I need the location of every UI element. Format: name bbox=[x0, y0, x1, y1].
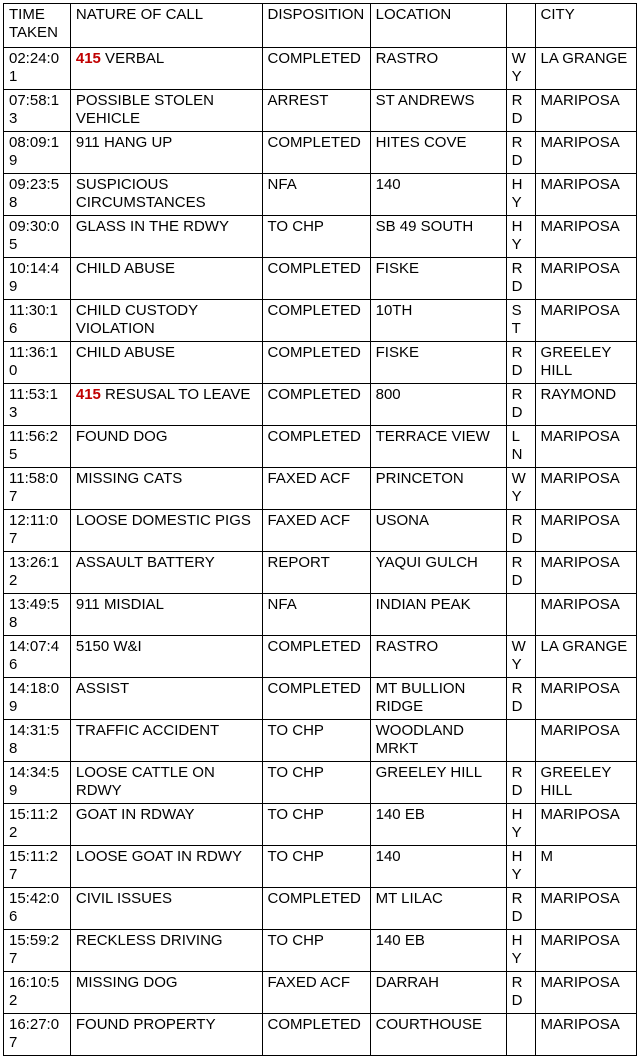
nature-text: VERBAL bbox=[100, 50, 165, 67]
table-row bbox=[4, 636, 637, 678]
table-row bbox=[4, 258, 637, 300]
nature-of-call-cell bbox=[70, 426, 262, 468]
street-suffix-cell: HY bbox=[506, 216, 535, 258]
city-cell: MARIPOSA bbox=[535, 888, 636, 930]
time-taken-cell: 16:10:52 bbox=[4, 972, 71, 1014]
nature-text: ASSAULT BATTERY bbox=[75, 554, 215, 571]
city-cell: MARIPOSA bbox=[535, 174, 636, 216]
street-suffix-cell: RD bbox=[506, 384, 535, 426]
location-cell: TERRACE VIEW bbox=[370, 426, 506, 468]
city-cell: MARIPOSA bbox=[535, 678, 636, 720]
nature-text: LOOSE DOMESTIC PIGS bbox=[75, 512, 251, 529]
time-taken-cell: 07:58:13 bbox=[4, 90, 71, 132]
table-row bbox=[4, 804, 637, 846]
street-suffix-cell: ST bbox=[506, 300, 535, 342]
nature-of-call-cell bbox=[70, 174, 262, 216]
street-suffix-cell: HY bbox=[506, 174, 535, 216]
disposition-cell: COMPLETED bbox=[262, 384, 370, 426]
nature-of-call-cell bbox=[70, 342, 262, 384]
street-suffix-cell: HY bbox=[506, 930, 535, 972]
nature-of-call-cell bbox=[70, 888, 262, 930]
street-suffix-cell: LN bbox=[506, 426, 535, 468]
nature-text: FOUND DOG bbox=[75, 428, 168, 445]
time-taken-cell: 14:31:58 bbox=[4, 720, 71, 762]
table-row bbox=[4, 762, 637, 804]
call-log-body bbox=[4, 48, 637, 1056]
header-row bbox=[4, 4, 637, 48]
nature-text: 5150 W&I bbox=[75, 638, 142, 655]
disposition-cell: TO CHP bbox=[262, 216, 370, 258]
disposition-cell: COMPLETED bbox=[262, 342, 370, 384]
nature-of-call-cell bbox=[70, 48, 262, 90]
nature-text: CHILD ABUSE bbox=[75, 260, 176, 277]
street-suffix-cell: RD bbox=[506, 510, 535, 552]
street-suffix-cell: RD bbox=[506, 762, 535, 804]
nature-of-call-cell bbox=[70, 594, 262, 636]
street-suffix-cell bbox=[506, 1014, 535, 1056]
nature-text: GOAT IN RDWAY bbox=[75, 806, 195, 823]
time-taken-cell: 14:07:46 bbox=[4, 636, 71, 678]
disposition-cell: COMPLETED bbox=[262, 678, 370, 720]
time-taken-cell: 11:36:10 bbox=[4, 342, 71, 384]
disposition-cell: NFA bbox=[262, 594, 370, 636]
street-suffix-cell: RD bbox=[506, 258, 535, 300]
location-cell: DARRAH bbox=[370, 972, 506, 1014]
time-taken-cell: 16:27:07 bbox=[4, 1014, 71, 1056]
city-cell: MARIPOSA bbox=[535, 510, 636, 552]
disposition-cell: COMPLETED bbox=[262, 300, 370, 342]
disposition-cell: COMPLETED bbox=[262, 888, 370, 930]
street-suffix-cell: RD bbox=[506, 342, 535, 384]
disposition-cell: COMPLETED bbox=[262, 132, 370, 174]
location-cell: RASTRO bbox=[370, 636, 506, 678]
city-cell: MARIPOSA bbox=[535, 930, 636, 972]
disposition-cell: COMPLETED bbox=[262, 48, 370, 90]
time-taken-cell: 10:14:49 bbox=[4, 258, 71, 300]
nature-of-call-cell bbox=[70, 762, 262, 804]
time-taken-cell: 13:26:12 bbox=[4, 552, 71, 594]
table-row bbox=[4, 90, 637, 132]
location-cell: USONA bbox=[370, 510, 506, 552]
location-cell: SB 49 SOUTH bbox=[370, 216, 506, 258]
city-cell: M bbox=[535, 846, 636, 888]
city-cell: MARIPOSA bbox=[535, 972, 636, 1014]
header-disposition: DISPOSITION bbox=[262, 4, 370, 48]
city-cell: LA GRANGE bbox=[535, 48, 636, 90]
nature-of-call-cell bbox=[70, 972, 262, 1014]
disposition-cell: TO CHP bbox=[262, 720, 370, 762]
disposition-cell: COMPLETED bbox=[262, 426, 370, 468]
location-cell: YAQUI GULCH bbox=[370, 552, 506, 594]
table-row bbox=[4, 510, 637, 552]
location-cell: MT BULLION RIDGE bbox=[370, 678, 506, 720]
disposition-cell: TO CHP bbox=[262, 762, 370, 804]
location-cell: WOODLAND MRKT bbox=[370, 720, 506, 762]
street-suffix-cell: RD bbox=[506, 678, 535, 720]
street-suffix-cell: WY bbox=[506, 468, 535, 510]
street-suffix-cell: RD bbox=[506, 552, 535, 594]
nature-text: 911 HANG UP bbox=[75, 134, 173, 151]
header-location: LOCATION bbox=[370, 4, 506, 48]
street-suffix-cell: HY bbox=[506, 846, 535, 888]
time-taken-cell: 09:30:05 bbox=[4, 216, 71, 258]
street-suffix-cell: WY bbox=[506, 48, 535, 90]
city-cell: MARIPOSA bbox=[535, 132, 636, 174]
nature-of-call-cell bbox=[70, 804, 262, 846]
city-cell: GREELEY HILL bbox=[535, 342, 636, 384]
call-log-table bbox=[3, 3, 637, 1056]
city-cell: MARIPOSA bbox=[535, 720, 636, 762]
nature-text: ASSIST bbox=[75, 680, 130, 697]
location-cell: HITES COVE bbox=[370, 132, 506, 174]
disposition-cell: COMPLETED bbox=[262, 258, 370, 300]
location-cell: FISKE bbox=[370, 342, 506, 384]
time-taken-cell: 15:11:22 bbox=[4, 804, 71, 846]
table-row bbox=[4, 594, 637, 636]
location-cell: 800 bbox=[370, 384, 506, 426]
location-cell: ST ANDREWS bbox=[370, 90, 506, 132]
table-row bbox=[4, 972, 637, 1014]
disposition-cell: FAXED ACF bbox=[262, 468, 370, 510]
nature-text: TRAFFIC ACCIDENT bbox=[75, 722, 220, 739]
location-cell: FISKE bbox=[370, 258, 506, 300]
street-suffix-cell: RD bbox=[506, 888, 535, 930]
time-taken-cell: 14:34:59 bbox=[4, 762, 71, 804]
location-cell: 140 EB bbox=[370, 804, 506, 846]
location-cell: 10TH bbox=[370, 300, 506, 342]
city-cell: MARIPOSA bbox=[535, 468, 636, 510]
table-row bbox=[4, 720, 637, 762]
nature-text: RECKLESS DRIVING bbox=[75, 932, 223, 949]
nature-text: FOUND PROPERTY bbox=[75, 1016, 216, 1033]
location-cell: GREELEY HILL bbox=[370, 762, 506, 804]
table-row bbox=[4, 678, 637, 720]
street-suffix-cell: RD bbox=[506, 90, 535, 132]
nature-of-call-cell bbox=[70, 300, 262, 342]
disposition-cell: TO CHP bbox=[262, 930, 370, 972]
table-row bbox=[4, 300, 637, 342]
nature-text: POSSIBLE STOLEN VEHICLE bbox=[75, 92, 219, 127]
nature-text: MISSING CATS bbox=[75, 470, 183, 487]
table-row bbox=[4, 132, 637, 174]
nature-of-call-cell bbox=[70, 930, 262, 972]
table-row bbox=[4, 48, 637, 90]
nature-of-call-cell bbox=[70, 510, 262, 552]
time-taken-cell: 13:49:58 bbox=[4, 594, 71, 636]
time-taken-cell: 11:53:13 bbox=[4, 384, 71, 426]
disposition-cell: COMPLETED bbox=[262, 1014, 370, 1056]
time-taken-cell: 11:58:07 bbox=[4, 468, 71, 510]
location-cell: 140 bbox=[370, 174, 506, 216]
header-street-suffix bbox=[506, 4, 535, 48]
street-suffix-cell: RD bbox=[506, 972, 535, 1014]
city-cell: GREELEY HILL bbox=[535, 762, 636, 804]
nature-of-call-cell bbox=[70, 216, 262, 258]
table-row bbox=[4, 216, 637, 258]
time-taken-cell: 02:24:01 bbox=[4, 48, 71, 90]
location-cell: RASTRO bbox=[370, 48, 506, 90]
nature-text: LOOSE GOAT IN RDWY bbox=[75, 848, 242, 865]
nature-text: CHILD CUSTODY VIOLATION bbox=[75, 302, 203, 337]
table-row bbox=[4, 468, 637, 510]
nature-of-call-cell bbox=[70, 678, 262, 720]
nature-text: CIVIL ISSUES bbox=[75, 890, 173, 907]
time-taken-cell: 15:11:27 bbox=[4, 846, 71, 888]
location-cell: PRINCETON bbox=[370, 468, 506, 510]
location-cell: 140 EB bbox=[370, 930, 506, 972]
nature-text: SUSPICIOUS CIRCUMSTANCES bbox=[75, 176, 206, 211]
nature-of-call-cell bbox=[70, 636, 262, 678]
nature-text: LOOSE CATTLE ON RDWY bbox=[75, 764, 219, 799]
nature-of-call-cell bbox=[70, 552, 262, 594]
disposition-cell: COMPLETED bbox=[262, 636, 370, 678]
table-row bbox=[4, 384, 637, 426]
penal-code: 415 bbox=[75, 386, 101, 403]
header-nature-of-call: NATURE OF CALL bbox=[70, 4, 262, 48]
location-cell: COURTHOUSE bbox=[370, 1014, 506, 1056]
location-cell: MT LILAC bbox=[370, 888, 506, 930]
street-suffix-cell: WY bbox=[506, 636, 535, 678]
disposition-cell: NFA bbox=[262, 174, 370, 216]
time-taken-cell: 11:56:25 bbox=[4, 426, 71, 468]
disposition-cell: TO CHP bbox=[262, 804, 370, 846]
city-cell: MARIPOSA bbox=[535, 300, 636, 342]
time-taken-cell: 15:59:27 bbox=[4, 930, 71, 972]
nature-of-call-cell bbox=[70, 720, 262, 762]
city-cell: MARIPOSA bbox=[535, 594, 636, 636]
city-cell: MARIPOSA bbox=[535, 258, 636, 300]
city-cell: MARIPOSA bbox=[535, 90, 636, 132]
header-time-taken: TIME TAKEN bbox=[4, 4, 71, 48]
location-cell: INDIAN PEAK bbox=[370, 594, 506, 636]
time-taken-cell: 14:18:09 bbox=[4, 678, 71, 720]
nature-of-call-cell bbox=[70, 132, 262, 174]
time-taken-cell: 09:23:58 bbox=[4, 174, 71, 216]
nature-of-call-cell bbox=[70, 468, 262, 510]
table-row bbox=[4, 426, 637, 468]
table-row bbox=[4, 846, 637, 888]
city-cell: MARIPOSA bbox=[535, 216, 636, 258]
table-row bbox=[4, 888, 637, 930]
street-suffix-cell: RD bbox=[506, 132, 535, 174]
location-cell: 140 bbox=[370, 846, 506, 888]
nature-text: RESUSAL TO LEAVE bbox=[100, 386, 251, 403]
nature-text: GLASS IN THE RDWY bbox=[75, 218, 229, 235]
street-suffix-cell: HY bbox=[506, 804, 535, 846]
table-row bbox=[4, 1014, 637, 1056]
time-taken-cell: 11:30:16 bbox=[4, 300, 71, 342]
nature-of-call-cell bbox=[70, 258, 262, 300]
penal-code: 415 bbox=[75, 50, 101, 67]
time-taken-cell: 08:09:19 bbox=[4, 132, 71, 174]
disposition-cell: FAXED ACF bbox=[262, 510, 370, 552]
street-suffix-cell bbox=[506, 594, 535, 636]
city-cell: LA GRANGE bbox=[535, 636, 636, 678]
city-cell: MARIPOSA bbox=[535, 552, 636, 594]
city-cell: MARIPOSA bbox=[535, 804, 636, 846]
disposition-cell: FAXED ACF bbox=[262, 972, 370, 1014]
nature-of-call-cell bbox=[70, 846, 262, 888]
street-suffix-cell bbox=[506, 720, 535, 762]
nature-of-call-cell bbox=[70, 1014, 262, 1056]
time-taken-cell: 12:11:07 bbox=[4, 510, 71, 552]
disposition-cell: REPORT bbox=[262, 552, 370, 594]
table-row bbox=[4, 342, 637, 384]
city-cell: RAYMOND bbox=[535, 384, 636, 426]
header-city: CITY bbox=[535, 4, 636, 48]
disposition-cell: TO CHP bbox=[262, 846, 370, 888]
city-cell: MARIPOSA bbox=[535, 1014, 636, 1056]
nature-text: 911 MISDIAL bbox=[75, 596, 164, 613]
table-row bbox=[4, 930, 637, 972]
disposition-cell: ARREST bbox=[262, 90, 370, 132]
time-taken-cell: 15:42:06 bbox=[4, 888, 71, 930]
city-cell: MARIPOSA bbox=[535, 426, 636, 468]
nature-text: CHILD ABUSE bbox=[75, 344, 176, 361]
nature-of-call-cell bbox=[70, 384, 262, 426]
table-row bbox=[4, 552, 637, 594]
nature-of-call-cell bbox=[70, 90, 262, 132]
table-row bbox=[4, 174, 637, 216]
nature-text: MISSING DOG bbox=[75, 974, 178, 991]
